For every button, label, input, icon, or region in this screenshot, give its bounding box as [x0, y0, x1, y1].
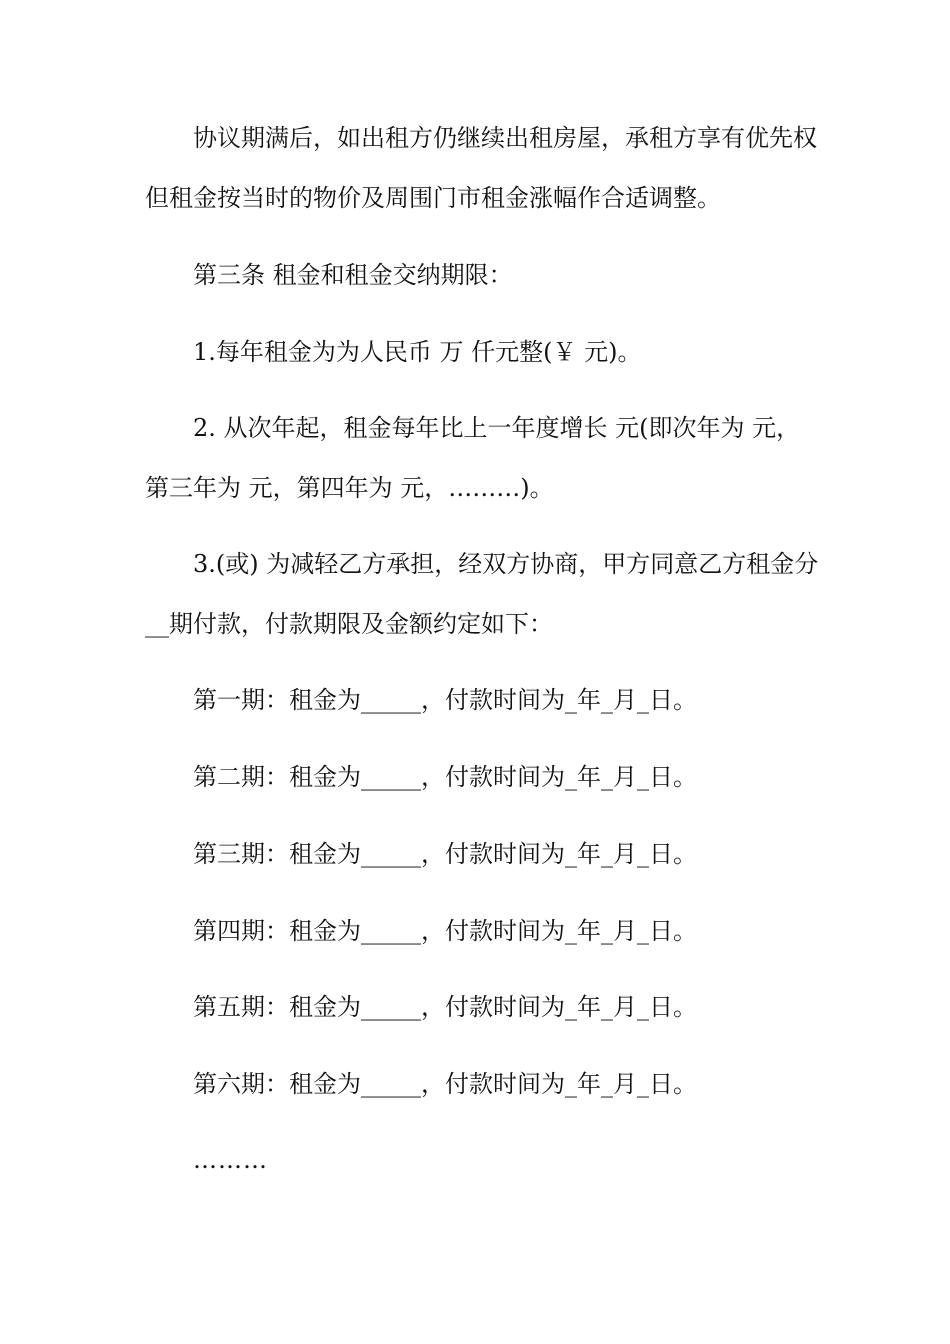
paragraph-renewal-line-1: 协议期满后，如出租方仍继续出租房屋，承租方享有优先权 — [193, 124, 817, 152]
installment-2: 第二期：租金为_____，付款时间为_年_月_日。 — [193, 763, 697, 791]
installment-1: 第一期：租金为_____，付款时间为_年_月_日。 — [193, 686, 697, 714]
installment-6: 第六期：租金为_____，付款时间为_年_月_日。 — [193, 1070, 697, 1098]
clause-annual-rent: 1.每年租金为为人民币 万 仟元整(￥ 元)。 — [193, 338, 642, 366]
continuation-ellipsis: ……… — [193, 1146, 268, 1174]
clause-installments-line-1: 3.(或) 为减轻乙方承担，经双方协商，甲方同意乙方租金分 — [193, 550, 819, 578]
installment-5: 第五期：租金为_____，付款时间为_年_月_日。 — [193, 993, 697, 1021]
paragraph-renewal-line-2: 但租金按当时的物价及周围门市租金涨幅作合适调整。 — [145, 184, 721, 212]
installment-3: 第三期：租金为_____，付款时间为_年_月_日。 — [193, 840, 697, 868]
clause-rent-increase-line-1: 2. 从次年起，租金每年比上一年度增长 元(即次年为 元， — [193, 414, 801, 442]
clause-rent-increase-line-2: 第三年为 元，第四年为 元，………)。 — [145, 474, 554, 502]
installment-4: 第四期：租金为_____，付款时间为_年_月_日。 — [193, 917, 697, 945]
clause-installments-line-2: __期付款，付款期限及金额约定如下： — [145, 610, 553, 638]
article-three-heading: 第三条 租金和租金交纳期限： — [193, 261, 513, 289]
